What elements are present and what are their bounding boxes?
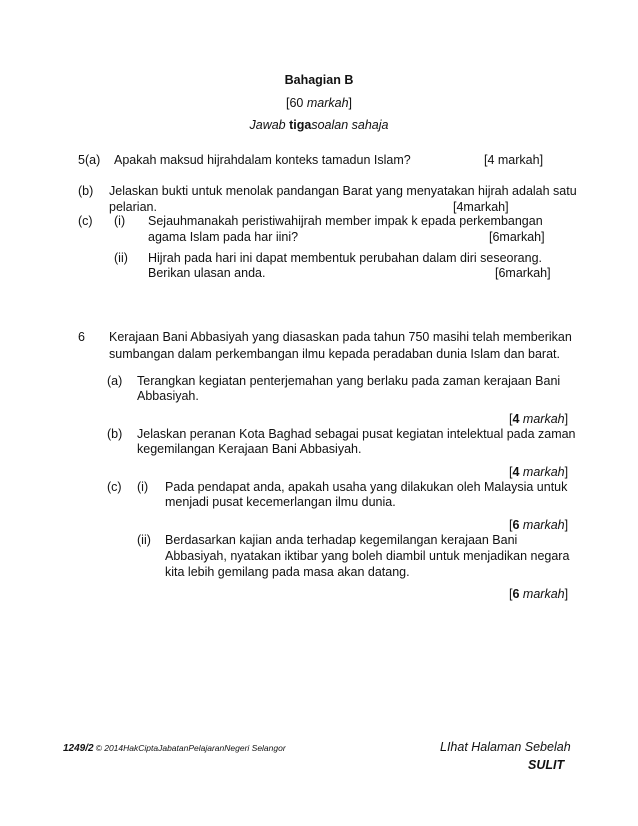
footer-copyright: 1249/2 © 2014HakCiptaJabatanPelajaranNegeri Selangor bbox=[63, 743, 286, 754]
q6-number: 6 bbox=[78, 330, 85, 344]
section-instruction: Jawab tigasoalan sahaja bbox=[249, 118, 389, 132]
q5a-text: Apakah maksud hijrahdalam konteks tamadun Islam? bbox=[114, 153, 411, 167]
q5ci-line1: Sejauhmanakah peristiwahijrah member impak k epada perkembangan bbox=[148, 214, 543, 228]
q5b-line1: Jelaskan bukti untuk menolak pandangan Barat yang menyatakan hijrah adalah satu bbox=[109, 184, 577, 198]
q5c-number: (c) bbox=[78, 214, 93, 228]
q6a-marks: [4 markah] bbox=[509, 412, 569, 426]
q6cii-number: (ii) bbox=[137, 533, 151, 547]
q5ci-line2: agama Islam pada har iini? bbox=[148, 230, 299, 244]
q5ci-number: (i) bbox=[114, 214, 126, 228]
q6b-line1: Jelaskan peranan Kota Baghad sebagai pusat kegiatan intelektual pada zaman bbox=[137, 427, 576, 441]
q6ci-line2: menjadi pusat kecemerlangan ilmu dunia. bbox=[165, 495, 396, 509]
q6a-number: (a) bbox=[107, 374, 123, 388]
q6b-marks: [4 markah] bbox=[509, 465, 569, 479]
q6b-number: (b) bbox=[107, 427, 123, 441]
q6cii-marks: [6 markah] bbox=[509, 587, 569, 601]
q6cii-line2: Abbasiyah, nyatakan iktibar yang boleh diambil untuk menjadikan negara bbox=[165, 549, 570, 563]
q6b-line2: kegemilangan Kerajaan Bani Abbasiyah. bbox=[137, 442, 362, 456]
footer-next-page: LIhat Halaman Sebelah bbox=[440, 740, 571, 754]
q5a-marks: [4 markah] bbox=[484, 153, 544, 167]
footer-classification: SULIT bbox=[528, 758, 565, 772]
q6-intro-line1: Kerajaan Bani Abbasiyah yang diasaskan pada tahun 750 masihi telah memberikan bbox=[109, 330, 572, 344]
q6a-line2: Abbasiyah. bbox=[137, 389, 199, 403]
q6cii-line3: kita lebih gemilang pada masa akan datang. bbox=[165, 565, 410, 579]
q5cii-marks: [6markah] bbox=[495, 266, 551, 280]
q6-intro-line2: sumbangan dalam perkembangan ilmu kepada peradaban dunia Islam dan barat. bbox=[109, 347, 560, 361]
q5b-marks: [4markah] bbox=[453, 200, 509, 214]
section-marks: [60 markah] bbox=[285, 96, 353, 110]
q5cii-number: (ii) bbox=[114, 251, 128, 265]
q5cii-line2: Berikan ulasan anda. bbox=[148, 266, 266, 280]
q5b-number: (b) bbox=[78, 184, 94, 198]
q5a-number: 5(a) bbox=[78, 153, 101, 167]
q6c-number: (c) bbox=[107, 480, 122, 494]
q6ci-marks: [6 markah] bbox=[509, 518, 569, 532]
q6ci-number: (i) bbox=[137, 480, 149, 494]
q6ci-line1: Pada pendapat anda, apakah usaha yang dilakukan oleh Malaysia untuk bbox=[165, 480, 568, 494]
q5b-line2: pelarian. bbox=[109, 200, 157, 214]
q5ci-marks: [6markah] bbox=[489, 230, 545, 244]
q6cii-line1: Berdasarkan kajian anda terhadap kegemilangan kerajaan Bani bbox=[165, 533, 518, 547]
q6a-line1: Terangkan kegiatan penterjemahan yang berlaku pada zaman kerajaan Bani bbox=[137, 374, 561, 388]
section-title: Bahagian B bbox=[284, 73, 354, 87]
q5cii-line1: Hijrah pada hari ini dapat membentuk perubahan dalam diri seseorang. bbox=[148, 251, 542, 265]
